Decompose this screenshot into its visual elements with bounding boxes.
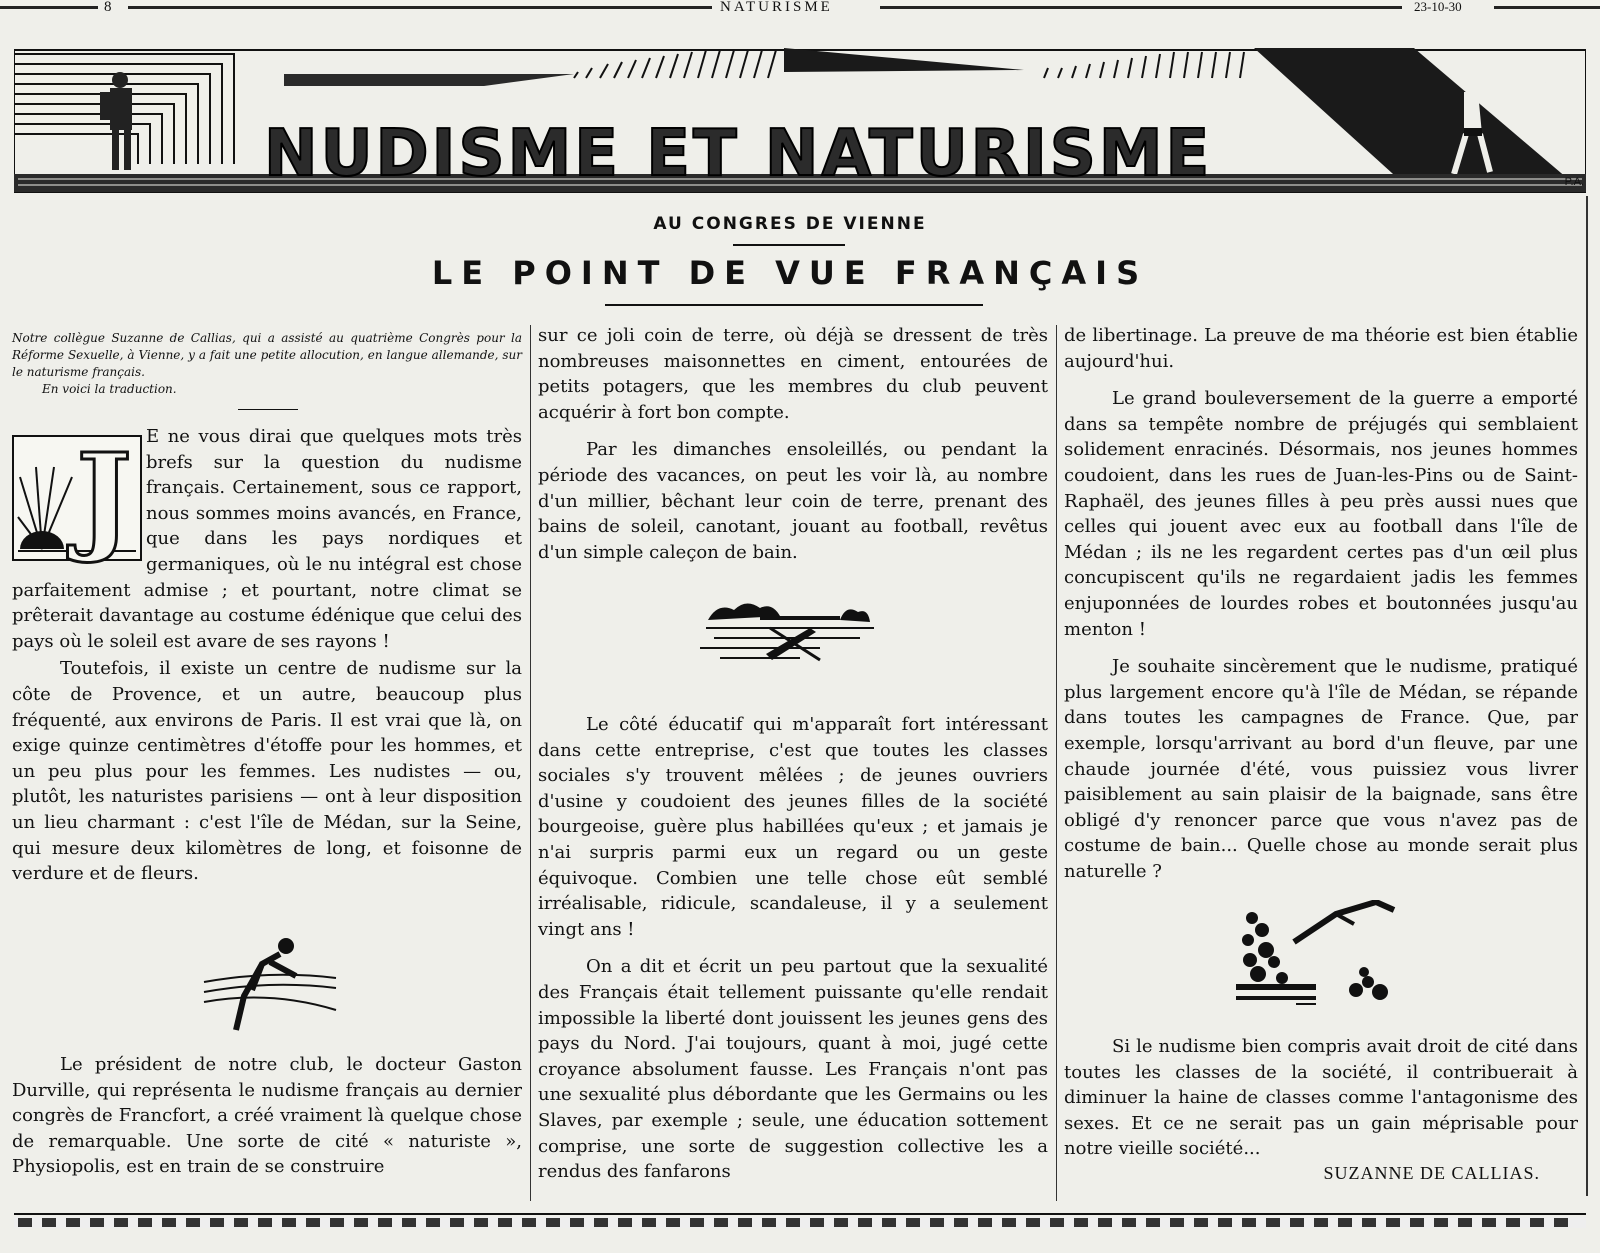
col2-paragraph-3: Le côté éducatif qui m'apparaît fort intéressant dans cette entreprise, c'est que toutes les classes sociales s'y trouvent mêlées ; de jeunes ouvriers d'usine y coudoient des jeunes filles de la société bourgeoise, guère plus habillées qu'eux ; et jamais je n'ai surpris parmi eux un regard ou un geste équivoque. Combien une telle chose eût semblé irréalisable, ridicule, scandaleuse, il y a seulement vingt ans ! (538, 714, 1048, 940)
col1-paragraph-2: Toutefois, il existe un centre de nudisme sur la côte de Provence, et un autre, beaucoup plus fréquenté, aux environs de Paris. Il est vrai que là, on exige quinze centimètres d'étoffe pour les hommes, et un peu plus pour les femmes. Les nudistes — ou, plutôt, les naturistes parisiens — ont à leur disposition un lieu charmant : c'est l'île de Médan, sur la Seine, qui mesure deux kilomètres de long, et foisonne de verdure et de fleurs. (12, 658, 522, 885)
footer-tile (66, 1218, 80, 1227)
footer-tile (426, 1218, 440, 1227)
footer-tile (1002, 1218, 1016, 1227)
footer-tile (762, 1218, 776, 1227)
footer-tile (690, 1218, 704, 1227)
column-3-bottom (1064, 1034, 1578, 1162)
col2-paragraph-4: On a dit et écrit un peu partout que la sexualité des Français était tellement puissante qu'elle rendait impossible la liberté dont jouissent les jeunes gens des pays du Nord. J'ai toujours, quant à moi, jugé cette croyance absolument fausse. Les Français n'ont pas une sexualité plus débordante que les Germains ou les Slaves, par exemple ; seule, une éducation sottement comprise, une sorte de suggestion collective les a rendus des fanfarons (538, 956, 1048, 1183)
footer-tile (786, 1218, 800, 1227)
footer-tile (42, 1218, 56, 1227)
column-1-bottom (12, 1052, 522, 1180)
footer-tile (186, 1218, 200, 1227)
footer-tile (1074, 1218, 1088, 1227)
footer-tile (1194, 1218, 1208, 1227)
col3-paragraph-2: Le grand bouleversement de la guerre a emporté dans sa tempête nombre de préjugés qui semblaient solidement enracinés. Désormais, nos jeunes hommes coudoient, dans les rues de Juan-les-Pins ou de Saint-Raphaël, des jeunes filles à peu près aussi nues que celles qui jouent avec eux au football dans l'île de Médan ; ils ne les regardent certes pas d'un œil plus concupiscent qu'ils ne regardaient jadis les femmes enjuponnées de lourdes robes et boutonnées jusqu'au menton ! (1064, 388, 1578, 640)
footer-tile (138, 1218, 152, 1227)
col3-paragraph-1: de libertinage. La preuve de ma théorie est bien établie aujourd'hui. (1064, 325, 1578, 372)
column-3 (1064, 323, 1578, 884)
col3-paragraph-3: Je souhaite sincèrement que le nudisme, pratiqué plus largement encore qu'à l'île de Médan, se répande dans toutes les campagnes de France. Que, par exemple, lorsqu'arrivant au bord d'un fleuve, par une chaude journée d'été, vous puissiez vous livrer paisiblement au sain plaisir de la baignade, sans être obligé d'y renoncer parce que vous n'avez pas de costume de bain... Quelle chose au monde serait plus naturelle ? (1064, 656, 1578, 882)
page-right-border (1586, 196, 1588, 1196)
col1-paragraph-3: Le président de notre club, le docteur Gaston Durville, qui représenta le nudisme français au dernier congrès de Francfort, a créé vraiment là quelque chose de remarquable. Une sorte de cité « naturiste », Physiopolis, est en train de se construire (12, 1054, 522, 1178)
footer-tile (450, 1218, 464, 1227)
header-rule-center-left (128, 6, 712, 9)
footer-tile (810, 1218, 824, 1227)
footer-tile (1482, 1218, 1496, 1227)
footer-tile (738, 1218, 752, 1227)
footer-tile (378, 1218, 392, 1227)
running-header (0, 0, 1600, 16)
col1-paragraph-1: E ne vous dirai que quelques mots très brefs sur la question du nudisme français. Certainement, sous ce rapport, nous sommes moins avancés, en France, que dans les pays nordiques et germaniques, où le nu intégral est chose parfaitement admise ; et pourtant, notre climat se prêterait davantage au costume édénique que celui des pays où le soleil est avare de ses rayons ! (12, 426, 522, 652)
column-1 (12, 424, 522, 887)
dropcap-spacer (12, 424, 146, 566)
footer-tile (282, 1218, 296, 1227)
footer-tile (882, 1218, 896, 1227)
col3-paragraph-4: Si le nudisme bien compris avait droit de cité dans toutes les classes de la société, il contribuerait à diminuer la haine de classes comme l'antagonisme des sexes. Et ce ne serait pas un gain méprisable pour notre vieille société... (1064, 1036, 1578, 1160)
col2-paragraph-2: Par les dimanches ensoleillés, ou pendant la période des vacances, on peut les voir là, au nombre d'un millier, bêchant leur coin de terre, prenant des bains de soleil, canotant, jouant au football, revêtus d'un simple caleçon de bain. (538, 439, 1048, 563)
footer-tile (594, 1218, 608, 1227)
title-underline (605, 304, 983, 306)
kicker-underline (733, 244, 845, 246)
footer-tile (234, 1218, 248, 1227)
article-title: LE POINT DE VUE FRANÇAIS (431, 254, 1149, 292)
footer-tile (474, 1218, 488, 1227)
footer-tile (1146, 1218, 1160, 1227)
footer-tile (498, 1218, 512, 1227)
footer-tile (1314, 1218, 1328, 1227)
footer-tile (90, 1218, 104, 1227)
diver-illustration (1236, 900, 1406, 1010)
footer-tile (1290, 1218, 1304, 1227)
footer-tile (642, 1218, 656, 1227)
intro-text: Notre collègue Suzanne de Callias, qui a assisté au quatrième Congrès pour la Réforme Sexuelle, à Vienne, y a fait une petite allocution, en langue allemande, sur le naturisme français. (12, 331, 522, 379)
column-rule-2 (1056, 325, 1057, 1201)
footer-tile (546, 1218, 560, 1227)
footer-tile (330, 1218, 344, 1227)
col2-paragraph-1: sur ce joli coin de terre, où déjà se dressent de très nombreuses maisonnettes en ciment, entourées de petits potagers, que les membres du club peuvent acquérir à fort bon compte. (538, 325, 1048, 423)
footer-tile (570, 1218, 584, 1227)
footer-tile (1362, 1218, 1376, 1227)
issue-date: 23-10-30 (1410, 0, 1466, 15)
artist-initials: P.A. (1564, 176, 1584, 188)
footer-tile (1506, 1218, 1520, 1227)
header-rule-center-right (880, 6, 1402, 9)
footer-tile (1458, 1218, 1472, 1227)
footer-tile (258, 1218, 272, 1227)
journal-name: NATURISME (716, 0, 837, 16)
footer-tile (114, 1218, 128, 1227)
footer-tile (402, 1218, 416, 1227)
footer-tile (1338, 1218, 1352, 1227)
footer-tile (1434, 1218, 1448, 1227)
footer-tile (1266, 1218, 1280, 1227)
footer-tile (1098, 1218, 1112, 1227)
footer-tile (666, 1218, 680, 1227)
column-2 (538, 323, 1048, 565)
footer-tile (306, 1218, 320, 1227)
footer-tile (1410, 1218, 1424, 1227)
dropcap-letter: J (76, 427, 132, 566)
header-rule-right (1494, 6, 1600, 9)
column-2-bottom (538, 712, 1048, 1185)
author-signature: SUZANNE DE CALLIAS. (1323, 1163, 1540, 1183)
footer-tile (1026, 1218, 1040, 1227)
footer-ornament-pattern (14, 1212, 1586, 1228)
footer-tile (954, 1218, 968, 1227)
footer-tile (210, 1218, 224, 1227)
footer-tile (1218, 1218, 1232, 1227)
footer-tile (906, 1218, 920, 1227)
footer-tile (1170, 1218, 1184, 1227)
footer-tile (978, 1218, 992, 1227)
header-rule-left (0, 6, 98, 9)
intro-rule (238, 409, 298, 410)
footer-tile (1122, 1218, 1136, 1227)
footer-tile (354, 1218, 368, 1227)
footer-tile (714, 1218, 728, 1227)
article-intro (12, 330, 522, 398)
footer-tile (1530, 1218, 1544, 1227)
footer-tile (1386, 1218, 1400, 1227)
footer-tile (522, 1218, 536, 1227)
article-kicker: AU CONGRES DE VIENNE (653, 214, 927, 234)
intro-translation-note: En voici la traduction. (42, 382, 177, 396)
footer-tile (930, 1218, 944, 1227)
footer-tile (858, 1218, 872, 1227)
footer-tile (834, 1218, 848, 1227)
footer-tile (1554, 1218, 1568, 1227)
footer-ornament (14, 1212, 1586, 1228)
footer-tile (18, 1218, 32, 1227)
page-number: 8 (100, 0, 119, 16)
footer-tile (1050, 1218, 1064, 1227)
hurdler-illustration (200, 930, 340, 1040)
footer-tile (1242, 1218, 1256, 1227)
footer-tile (162, 1218, 176, 1227)
footer-tile (618, 1218, 632, 1227)
column-rule-1 (530, 325, 531, 1201)
banner-title: NUDISME ET NATURISME (264, 117, 1213, 191)
rowing-illustration (700, 598, 880, 678)
section-banner (14, 44, 1586, 194)
